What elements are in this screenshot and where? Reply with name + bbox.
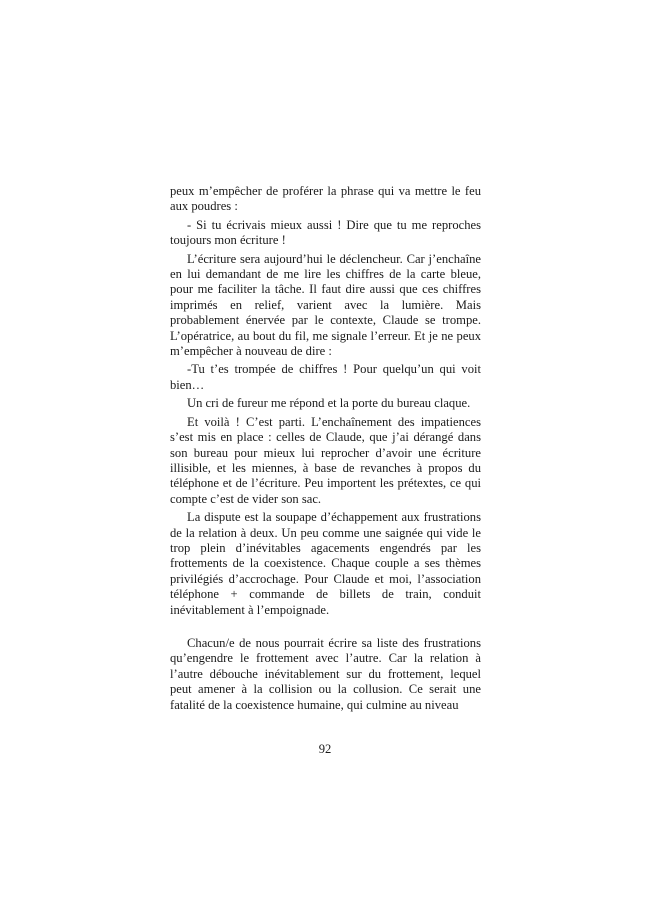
paragraph: Chacun/e de nous pourrait écrire sa liste des frustrations qu’engendre le frottement avec l’autre. Car la relation à l’autre débouche inévitablement sur du frottement, lequel peut amener à la collision ou la collusion. Ce serait une fatalité de la coexistence humaine, qui culmine au niveau <box>170 635 481 712</box>
dialogue-line: - Si tu écrivais mieux aussi ! Dire que tu me reproches toujours mon écriture ! <box>170 217 481 248</box>
body-text <box>170 184 481 716</box>
paragraph: La dispute est la soupape d’échappement aux frustrations de la relation à deux. Un peu comme une saignée qui vide le trop plein d’inévitables agacements engendrés par les frottements de la coexistence. Chaque couple a ses thèmes privilégiés d’accrochage. Pour Claude et moi, l’association téléphone + commande de billets de train, conduit inévitablement à l’empoignade. <box>170 510 481 617</box>
paragraph: Et voilà ! C’est parti. L’enchaînement des impatiences s’est mis en place : celles de Claude, que j’ai dérangé dans son bureau pour mieux lui reprocher d’avoir une écriture illisible, et les miennes, à base de revanches à propos du téléphone et de l’écriture. Peu importent les prétextes, ce qui compte c’est de vider son sac. <box>170 414 481 506</box>
page-number: 92 <box>318 742 332 756</box>
paragraph: Un cri de fureur me répond et la porte du bureau claque. <box>187 396 471 411</box>
paragraph: L’écriture sera aujourd’hui le déclencheur. Car j’enchaîne en lui demandant de me lire les chiffres de la carte bleue, pour me faciliter la tâche. Il faut dire aussi que ces chiffres imprimés en relief, varient avec la lumière. Mais probablement énervée par le contexte, Claude se trompe. L’opératrice, au bout du fil, me signale l’erreur. Et je ne peux m’empêcher à nouveau de dire : <box>170 251 481 359</box>
dialogue-line: -Tu t’es trompée de chiffres ! Pour quelqu’un qui voit bien… <box>170 362 481 392</box>
paragraph-continuation: peux m’empêcher de proférer la phrase qui va mettre le feu aux poudres : <box>170 184 481 214</box>
